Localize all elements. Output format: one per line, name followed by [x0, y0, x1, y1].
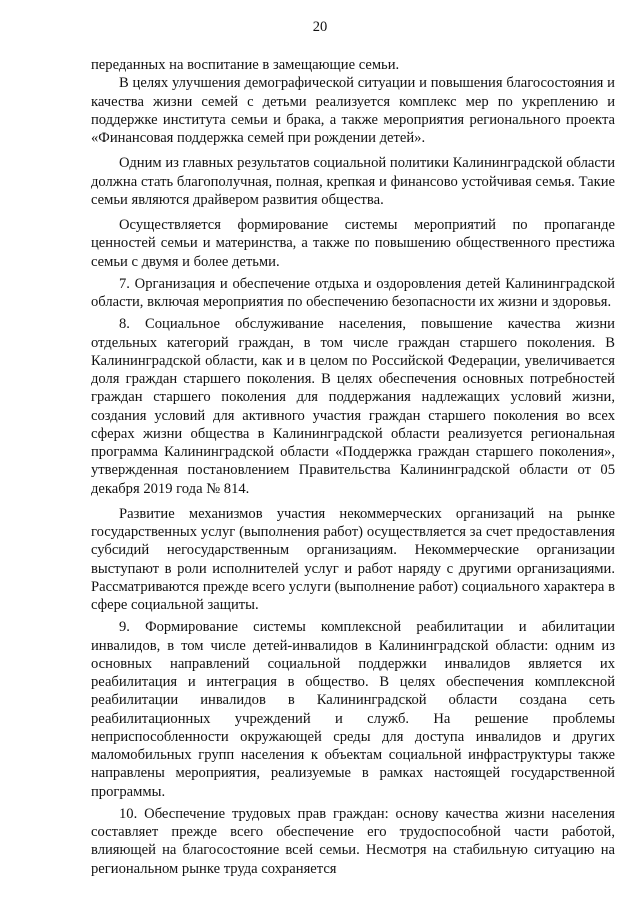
paragraph-item-8: 8. Социальное обслуживание населения, повышение качества жизни отдельных категорий граждан, в том числе граждан старшего поколения. В Калининградской области, как и в целом по Российской Федерации, увеличивается доля граждан старшего поколения. В целях обеспечения основных потребностей граждан старшего поколения для поддержания надлежащих условий жизни, создания условий для активного участия граждан старшего поколения во всех сферах жизни общества в Калининградской области реализуется региональная программа Калининградской области «Поддержка граждан старшего поколения», утвержденная постановлением Правительства Калининградской области от 05 декабря 2019 года № 814.: [91, 316, 615, 497]
page-number: 20: [312, 19, 328, 35]
paragraph-family-wellbeing: В целях улучшения демографической ситуации и повышения благосостояния и качества жизни семей с детьми реализуется комплекс мер по укреплению и поддержке института семьи и брака, а также мероприятия регионального проекта «Финансовая поддержка семей при рождении детей».: [91, 75, 615, 146]
document-body: [91, 56, 615, 878]
paragraph-item-9: 9. Формирование системы комплексной реабилитации и абилитации инвалидов, в том числе детей-инвалидов в Калининградской области: одним из основных направлений социальной поддержки инвалидов является их реабилитация и интеграция в общество. В целях обеспечения комплексной реабилитации инвалидов в Калининградской области создана сеть реабилитационных учреждений и служб. На решение проблемы неприспособленности окружающей среды для доступа инвалидов и других маломобильных групп населения к объектам социальной инфраструктуры также направлены мероприятия, реализуемые в рамках настоящей государственной программы.: [91, 619, 615, 800]
paragraph-family-values: Осуществляется формирование системы мероприятий по пропаганде ценностей семьи и материнства, а также по повышению общественного престижа семьи с двумя и более детьми.: [91, 217, 615, 270]
paragraph-social-policy-result: Одним из главных результатов социальной политики Калининградской области должна стать благополучная, полная, крепкая и финансово устойчивая семья. Такие семьи являются драйвером развития общества.: [91, 155, 615, 208]
paragraph-continuation: переданных на воспитание в замещающие семьи.: [91, 57, 400, 73]
paragraph-nonprofit: Развитие механизмов участия некоммерческих организаций на рынке государственных услуг (выполнения работ) осуществляется за счет предоставления субсидий негосударственным организациям. Некоммерческие организации выступают в роли исполнителей услуг и работ наряду с другими организациями. Рассматриваются прежде всего услуги (выполнение работ) социального характера в сфере социальной защиты.: [91, 505, 615, 613]
paragraph-item-10: 10. Обеспечение трудовых прав граждан: основу качества жизни населения составляет прежде всего обеспечение его трудоспособной части работой, влияющей на благосостояние всей семьи. Несмотря на стабильную ситуацию на региональном рынке труда сохраняется: [91, 805, 615, 877]
paragraph-item-7: 7. Организация и обеспечение отдыха и оздоровления детей Калининградской области, включая мероприятия по обеспечению безопасности их жизни и здоровья.: [91, 275, 615, 310]
